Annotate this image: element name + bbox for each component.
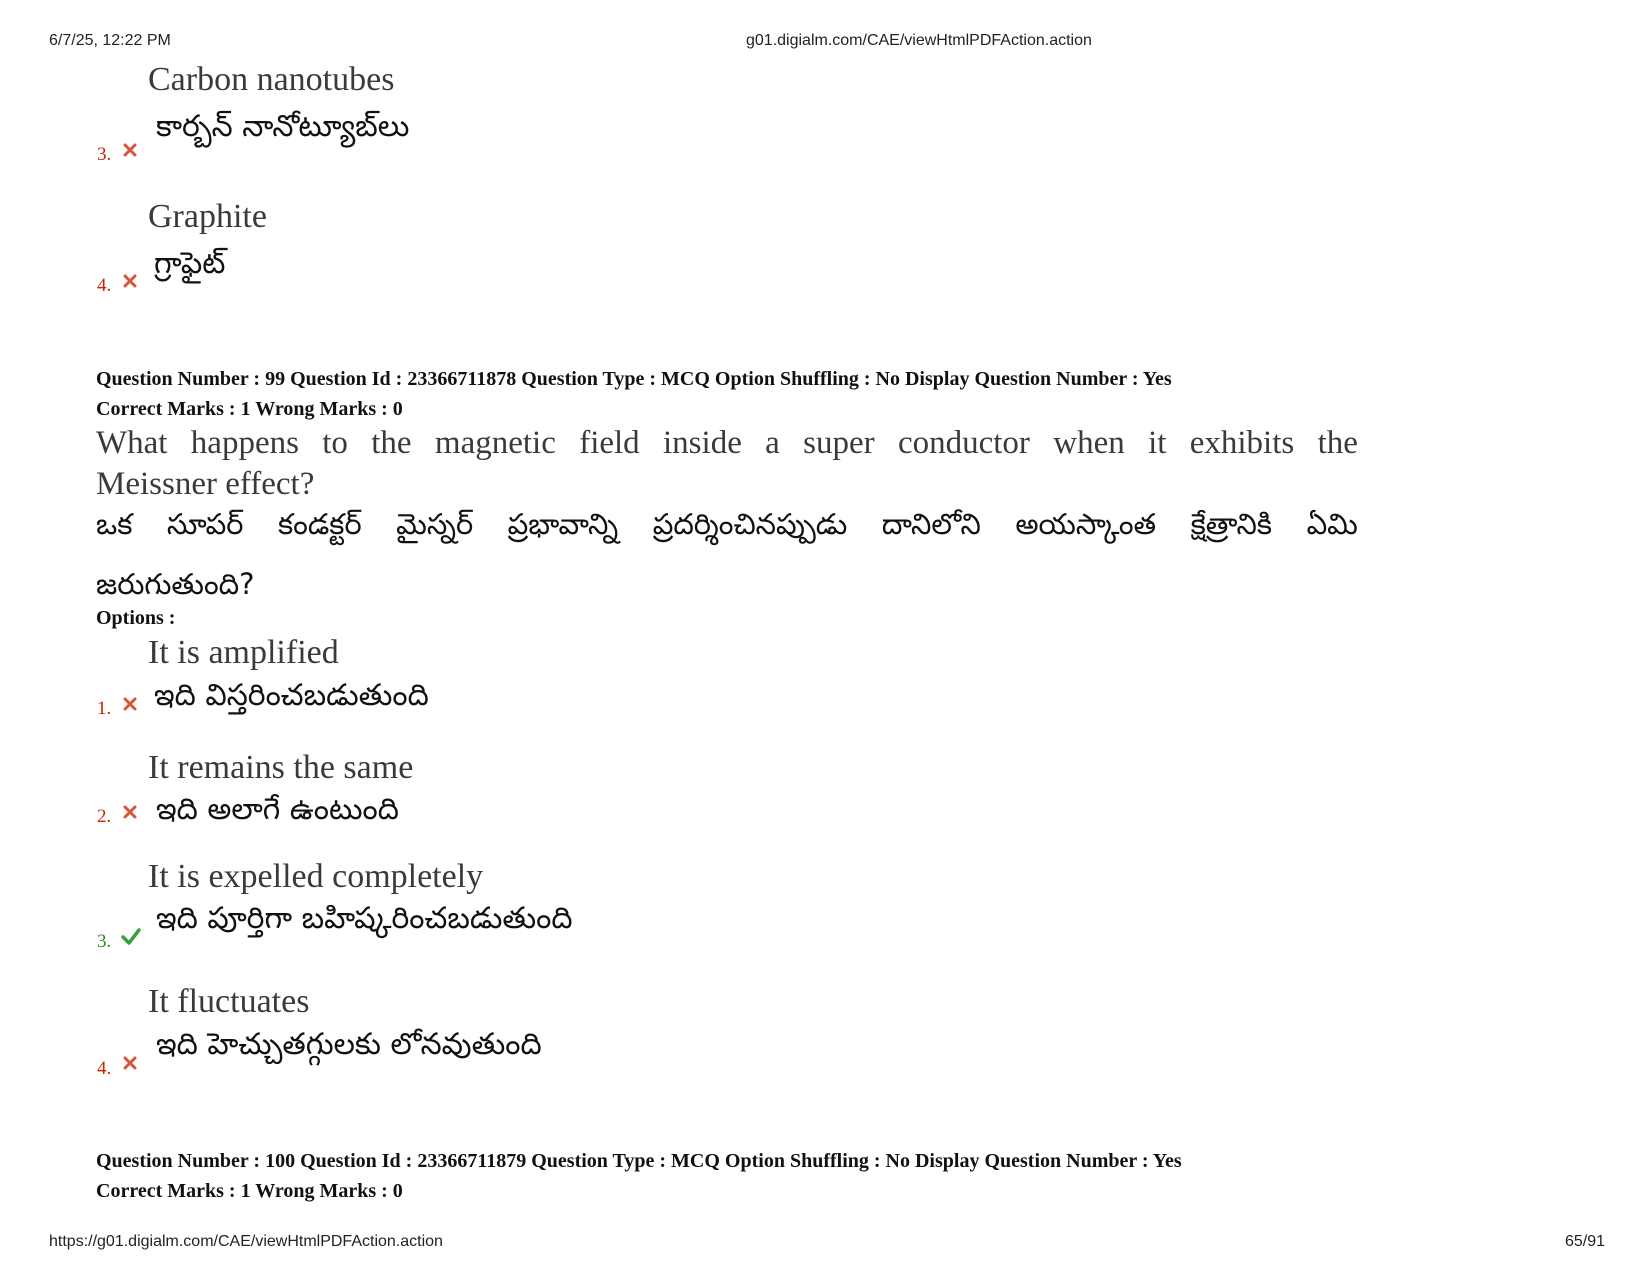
option-text-en: It is expelled completely [148,858,484,895]
cross-icon [122,696,138,712]
option-text-en: Carbon nanotubes [148,61,395,98]
option-text-en: Graphite [148,198,267,235]
option-text-te: ఇది విస్తరించబడుతుంది [154,678,429,713]
option-number: 2. [97,806,112,827]
question-marks: Correct Marks : 1 Wrong Marks : 0 [96,1180,403,1202]
option-text-en: It is amplified [148,634,339,671]
option-number: 3. [97,144,112,165]
question-text-en-line1: What happens to the magnetic field inside a super conductor when it exhibits the [96,425,1358,461]
option-text-te: ఇది అలాగే ఉంటుంది [156,792,399,827]
question-text-te-line2: జరుగుతుంది? [96,567,255,601]
print-datetime: 6/7/25, 12:22 PM [49,32,171,49]
option-text-en: It remains the same [148,749,414,786]
cross-icon [122,273,138,289]
option-text-te: కార్బన్ నానోట్యూబ్‌లు [156,109,410,144]
option-text-te: గ్రాఫైట్ [154,246,226,281]
page-number: 65/91 [1565,1233,1606,1250]
question-meta: Question Number : 100 Question Id : 23366711879 Question Type : MCQ Option Shuffling : No Display Question Number : Yes [96,1150,1182,1172]
cross-icon [122,142,138,158]
options-label: Options : [96,607,176,629]
cross-icon [122,804,138,820]
question-text-te-line1: ఒక సూపర్ కండక్టర్ మైస్నర్ ప్రభావాన్ని ప్రదర్శించినప్పుడు దానిలోని అయస్కాంత క్షేత్రానికి ఏమి [96,507,1358,541]
option-text-en: It fluctuates [148,983,310,1020]
cross-icon [122,1055,138,1071]
question-marks: Correct Marks : 1 Wrong Marks : 0 [96,398,403,420]
option-number: 1. [97,698,112,719]
print-header-url: g01.digialm.com/CAE/viewHtmlPDFAction.action [746,32,1092,49]
option-text-te: ఇది పూర్తిగా బహిష్కరించబడుతుంది [156,901,573,936]
question-text-en-line2: Meissner effect? [96,466,315,502]
option-number: 4. [97,1058,112,1079]
option-number: 3. [97,931,112,952]
option-number: 4. [97,275,112,296]
print-footer-url: https://g01.digialm.com/CAE/viewHtmlPDFAction.action [49,1233,443,1250]
question-meta: Question Number : 99 Question Id : 23366711878 Question Type : MCQ Option Shuffling : No Display Question Number : Yes [96,368,1172,390]
check-icon [121,927,141,945]
option-text-te: ఇది హెచ్చుతగ్గులకు లోనవుతుంది [156,1027,542,1062]
